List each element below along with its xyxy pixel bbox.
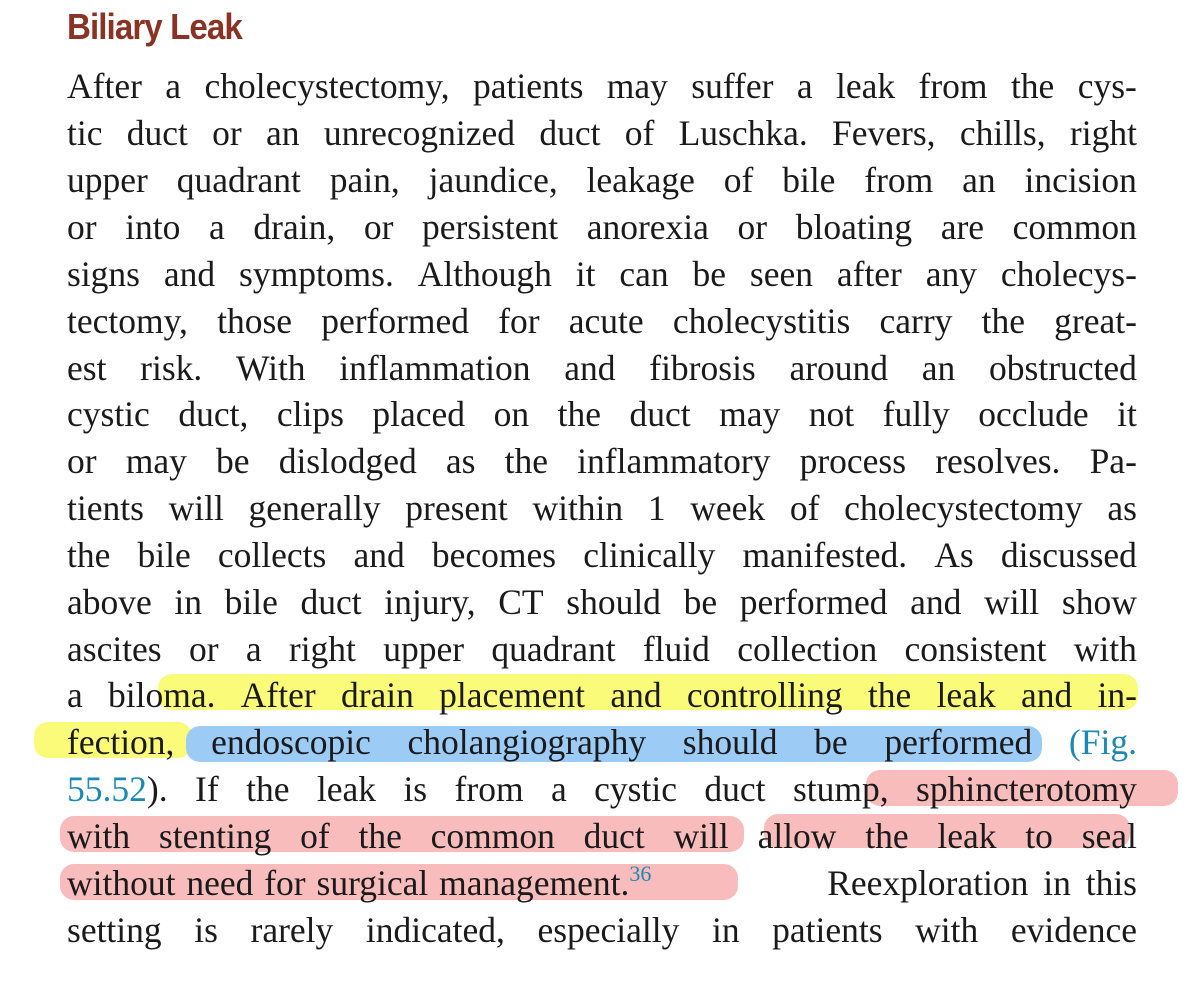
citation-superscript[interactable]: 36 [629,861,652,886]
word: carry [879,301,953,341]
word: upper [67,160,148,200]
word: right [288,629,356,669]
word: suffer [691,66,774,106]
word: stump, [792,769,889,809]
paragraph-line-6 [67,298,1137,344]
word: process [799,441,907,481]
word: unrecognized [323,113,516,153]
word: within [532,488,624,528]
word: right [1069,113,1137,153]
word: or [67,207,97,247]
paragraph-line-11 [67,532,1137,578]
word: not [808,394,855,434]
word: ). [146,769,168,809]
word: will [168,488,224,528]
word: 1 [647,488,666,528]
word: cholecystectomy, [204,66,450,106]
word: generally [248,488,381,528]
word: pain, [329,160,400,200]
word: may [606,66,668,106]
word: or [737,207,768,247]
word: in [711,910,740,950]
word: and [163,254,216,294]
word: tients [67,488,144,528]
paragraph-line-2 [67,110,1137,156]
word: those [217,301,293,341]
word: a [209,207,225,247]
word: in- [1097,675,1137,715]
word: duct [583,816,645,856]
paragraph-line-1 [67,63,1137,109]
word: biloma. [108,675,216,715]
word: may [125,441,187,481]
word: from [918,66,988,106]
word: symptoms. [239,254,394,294]
word: of [624,113,655,153]
word: performed [884,722,1033,762]
word: Fevers, [832,113,936,153]
word: may [719,394,781,434]
figure-reference-number[interactable]: 55.52 [67,769,147,809]
word: resolves. [935,441,1061,481]
word: and [564,348,616,388]
word: inflammation [339,348,531,388]
word: anorexia [586,207,709,247]
word: the [981,301,1025,341]
word: of [789,488,820,528]
word: jaundice, [428,160,558,200]
word: the [67,535,111,575]
word: on [493,394,530,434]
word: with [67,816,131,856]
word: duct [704,769,766,809]
word: or [363,207,394,247]
word: it [575,254,596,294]
word: the [1010,66,1055,106]
word: ascites [67,629,162,669]
word: a [245,629,262,669]
word: any [925,254,978,294]
word: common [1012,207,1137,247]
word: upper [383,629,465,669]
word: tectomy, [67,301,188,341]
word: cholecys- [1000,254,1137,294]
word: controlling [686,675,843,715]
line-18-end: Reexploration in this [827,863,1137,903]
figure-reference-link[interactable]: (Fig. [1068,722,1137,762]
word: and [353,535,405,575]
word: If [195,769,219,809]
word: collects [217,535,327,575]
word: be [692,254,727,294]
paragraph-line-15 [67,719,1137,765]
word: or [212,113,242,153]
word: obstructed [989,348,1137,388]
word: setting [67,910,162,950]
word: for [498,301,540,341]
word: after [836,254,902,294]
word: signs [67,254,140,294]
word: evidence [1010,910,1137,950]
word: rarely [250,910,334,950]
paragraph-line-19 [67,907,1137,953]
word: a [165,66,182,106]
word: seen [749,254,813,294]
paragraph-line-4 [67,204,1137,250]
word: as [445,441,476,481]
word: cholangiography [407,722,647,762]
word: should [566,582,661,622]
word: leak [836,66,896,106]
word: clinically [583,535,716,575]
word: in [174,582,203,622]
word: and [610,675,662,715]
word: quadrant [491,629,616,669]
word: into [125,207,181,247]
word: bile [224,582,278,622]
word: fibrosis [649,348,756,388]
word: an [962,160,996,200]
word: fluid [642,629,710,669]
word: duct [300,582,362,622]
word: Luschka. [678,113,808,153]
word: and [910,582,962,622]
word: risk. [140,348,203,388]
word: leak [316,769,377,809]
word: acute [568,301,644,341]
word: performed [321,301,470,341]
word: duct [126,113,188,153]
word: CT [498,582,544,622]
word: the [865,816,909,856]
paragraph-line-3 [67,157,1137,203]
word: patients [472,66,584,106]
word: patients [772,910,883,950]
word: cholecystitis [672,301,851,341]
line-18-start-text: without need for surgical management. [67,863,630,903]
word: present [405,488,508,528]
word: clips [276,394,344,434]
word: from [864,160,934,200]
word: leak [937,816,997,856]
word: duct, [178,394,249,434]
word: endoscopic [211,722,371,762]
word: fection, [67,722,175,762]
word: placed [372,394,466,434]
word: be [814,722,848,762]
word: cys- [1077,66,1137,106]
word: chills, [959,113,1046,153]
word: manifested. [742,535,908,575]
word: and [1020,675,1073,715]
word: an [266,113,300,153]
word: of [300,816,330,856]
word: the [504,441,549,481]
word: stenting [158,816,272,856]
line-18-start [67,860,651,906]
word: be [683,582,718,622]
word: Although [417,254,552,294]
word: bile [782,160,836,200]
word: be [216,441,250,481]
word: with [915,910,979,950]
word: tic [67,113,103,153]
word: Pa- [1089,441,1137,481]
word: leakage [586,160,695,200]
word: collection [737,629,878,669]
word: quadrant [176,160,301,200]
paragraph-line-9 [67,438,1137,484]
word: occlude [978,394,1089,434]
word: will [984,582,1040,622]
word: the [557,394,601,434]
word: performed [739,582,888,622]
paragraph-line-13 [67,626,1137,672]
word: bile [137,535,191,575]
paragraph-line-8 [67,391,1137,437]
word: the [246,769,290,809]
word: is [194,910,218,950]
word: As [934,535,974,575]
word: duct [629,394,691,434]
word: it [1117,394,1137,434]
paragraph-line-18 [67,860,1137,906]
word: the [358,816,402,856]
paragraph-line-16 [147,766,1137,812]
word: above [67,582,152,622]
word: indicated, [365,910,505,950]
word: sphincterotomy [916,769,1137,809]
word: drain [340,675,414,715]
word: a [796,66,813,106]
word: to [1025,816,1053,856]
word: the [867,675,912,715]
paragraph-line-14 [67,672,1137,718]
word: or [67,441,97,481]
paragraph-line-12 [67,579,1137,625]
word: are [940,207,985,247]
word: an [921,348,956,388]
word: a [550,769,567,809]
word: injury, [384,582,476,622]
word: cystic [594,769,677,809]
word: cholecystectomy [844,488,1083,528]
word: week [690,488,766,528]
word: inflammatory [577,441,771,481]
word: duct [539,113,601,153]
word: With [236,348,306,388]
word: from [454,769,524,809]
paragraph-line-5 [67,251,1137,297]
word: becomes [431,535,557,575]
word: drain, [253,207,336,247]
word: After [240,675,316,715]
word: fully [882,394,950,434]
word: especially [537,910,680,950]
word: can [619,254,669,294]
word: of [723,160,754,200]
word: will [673,816,729,856]
word: discussed [1000,535,1137,575]
word: leak [936,675,996,715]
word: is [403,769,428,809]
word: est [67,348,107,388]
section-heading: Biliary Leak [67,6,242,47]
word: persistent [422,207,559,247]
word: seal [1081,816,1137,856]
word: consistent [904,629,1047,669]
word: great- [1054,301,1137,341]
word: After [67,66,142,106]
word: cystic [67,394,150,434]
word: bloating [795,207,913,247]
word: incision [1024,160,1137,200]
word: should [682,722,778,762]
word: as [1107,488,1137,528]
paragraph-line-10 [67,485,1137,531]
word: around [789,348,889,388]
word: placement [439,675,586,715]
paragraph-line-17 [67,813,1137,859]
word: with [1073,629,1137,669]
word: show [1061,582,1137,622]
word: dislodged [278,441,417,481]
word: a [67,675,83,715]
word: or [188,629,219,669]
word: allow [757,816,837,856]
word: common [430,816,555,856]
paragraph-line-7 [67,345,1137,391]
